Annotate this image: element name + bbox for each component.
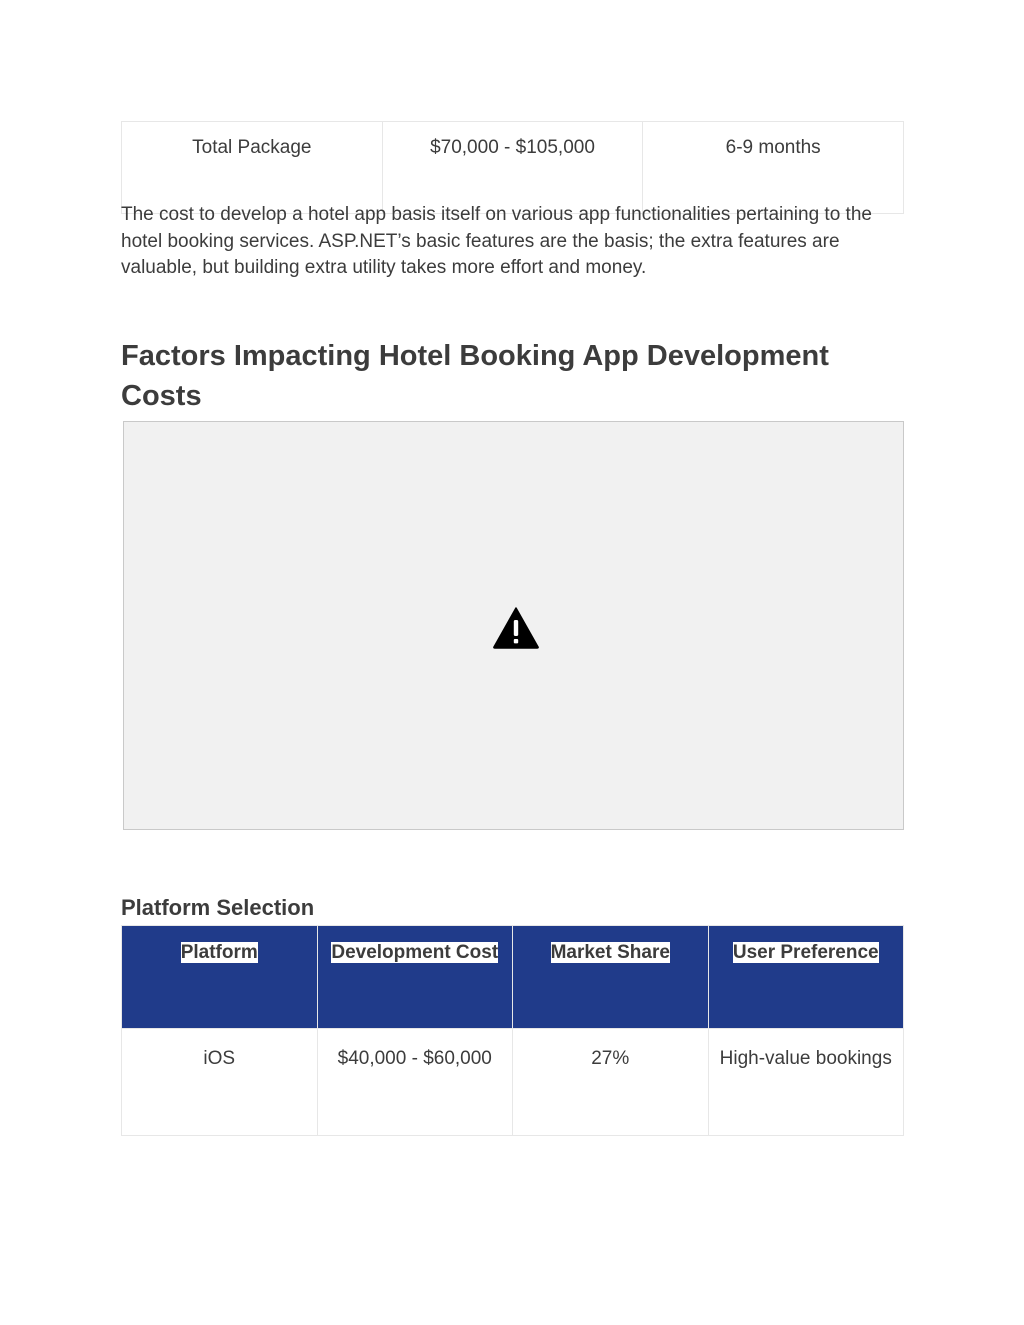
column-header: Market Share — [513, 926, 709, 1029]
table-cell: High-value bookings — [708, 1029, 904, 1136]
table-cell: iOS — [122, 1029, 318, 1136]
table-cell: $40,000 - $60,000 — [317, 1029, 513, 1136]
warning-icon — [493, 607, 539, 649]
image-placeholder — [123, 421, 904, 830]
table-cell: 27% — [513, 1029, 709, 1136]
section-heading: Factors Impacting Hotel Booking App Development Costs — [121, 340, 829, 412]
column-header: User Preference — [708, 926, 904, 1029]
table-row — [122, 122, 904, 214]
platform-table — [121, 925, 904, 1136]
intro-paragraph: The cost to develop a hotel app basis itself on various app functionalities pertaining to the hotel booking services. ASP.NET’s basic features are the basis; the extra features are valuable, but building extra utility takes more effort and money. — [121, 204, 872, 278]
cost-summary-table — [121, 121, 904, 214]
column-header: Development Cost — [317, 926, 513, 1029]
table-row — [122, 1029, 904, 1136]
table-cell: Total Package — [122, 122, 383, 214]
platform-selection-heading: Platform Selection — [121, 895, 315, 920]
table-cell: $70,000 - $105,000 — [382, 122, 643, 214]
table-header-row — [122, 926, 904, 1029]
column-header: Platform — [122, 926, 318, 1029]
table-cell: 6-9 months — [643, 122, 904, 214]
